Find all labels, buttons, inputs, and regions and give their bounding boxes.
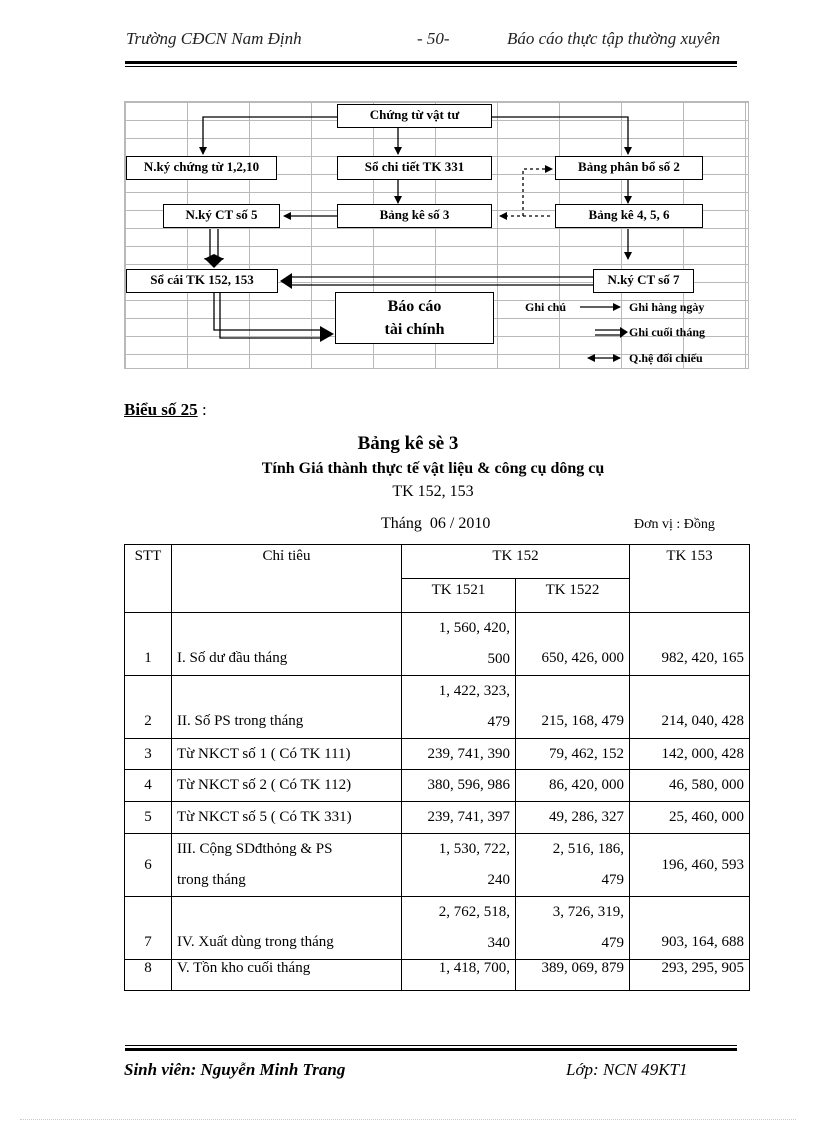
header-school: Trường CĐCN Nam Định — [126, 29, 302, 48]
cell-stt: 3 — [125, 739, 172, 770]
table-row — [125, 676, 750, 707]
box-chung-tu-vat-tu: Chứng từ vật tư — [337, 104, 492, 128]
cell-tk1521-cont: 340 — [402, 928, 516, 960]
cell-tk153: 214, 040, 428 — [630, 676, 750, 739]
cell-criteria-cont: trong tháng — [172, 865, 402, 897]
cell-tk1521: 1, 422, 323, — [402, 676, 516, 707]
col-tk1522: TK 1522 — [516, 579, 630, 613]
table-row — [125, 960, 750, 991]
cell-stt: 4 — [125, 770, 172, 802]
cell-tk153: 903, 164, 688 — [630, 897, 750, 960]
exhibit-heading — [124, 400, 207, 420]
cell-stt: 7 — [125, 897, 172, 960]
box-so-cai: Sổ cái TK 152, 153 — [126, 269, 278, 293]
box-bang-ke3: Bảng kê số 3 — [337, 204, 492, 228]
cell-tk1522: 3, 726, 319, — [516, 897, 630, 928]
col-tk153: TK 153 — [630, 545, 750, 613]
table-row — [125, 739, 750, 770]
cell-tk153: 25, 460, 000 — [630, 802, 750, 834]
cell-criteria: Từ NKCT số 2 ( Có TK 112) — [172, 770, 402, 802]
box-bang-phan-bo: Bảng phân bổ số 2 — [555, 156, 703, 180]
footer-student: Sinh viên: Nguyễn Minh Trang — [124, 1060, 346, 1079]
table-accounts: TK 152, 153 — [392, 483, 474, 500]
cell-stt: 1 — [125, 613, 172, 676]
cell-stt: 2 — [125, 676, 172, 739]
exhibit-suffix: : — [201, 400, 207, 419]
cell-tk1522: 215, 168, 479 — [516, 676, 630, 739]
cell-criteria: IV. Xuất dùng trong tháng — [172, 897, 402, 960]
cell-tk1521: 1, 530, 722, — [402, 834, 516, 865]
col-stt: STT — [125, 545, 172, 613]
cell-tk153: 293, 295, 905 — [630, 960, 750, 991]
header-page-number: - 50- — [417, 29, 450, 48]
footer-class: Lớp: NCN 49KT1 — [566, 1060, 688, 1079]
cell-tk1521: 1, 418, 700, — [402, 960, 516, 991]
exhibit-label: Biểu số 25 — [124, 400, 198, 419]
cell-tk1521: 239, 741, 390 — [402, 739, 516, 770]
cell-criteria: II. Số PS trong tháng — [172, 676, 402, 739]
cell-criteria: V. Tồn kho cuối tháng — [172, 960, 402, 991]
bang-ke-table — [124, 544, 750, 991]
box-nk-ct5: N.ký CT số 5 — [163, 204, 280, 228]
cell-tk153: 196, 460, 593 — [630, 834, 750, 897]
box-nk-ct7: N.ký CT số 7 — [593, 269, 694, 293]
cell-tk1521: 2, 762, 518, — [402, 897, 516, 928]
cell-tk1522: 79, 462, 152 — [516, 739, 630, 770]
table-title: Bảng kê sè 3 — [357, 433, 459, 454]
table-row — [125, 613, 750, 644]
cell-tk1522: 650, 426, 000 — [516, 613, 630, 676]
cell-stt: 5 — [125, 802, 172, 834]
col-criteria: Chỉ tiêu — [172, 545, 402, 613]
table-month: Tháng 06 / 2010 — [381, 515, 491, 532]
cell-stt: 8 — [125, 960, 172, 991]
footer-rule-thin — [125, 1045, 737, 1046]
col-tk152: TK 152 — [402, 545, 630, 579]
box-bao-cao-line2: tài chính — [384, 321, 445, 338]
cell-tk1521: 380, 596, 986 — [402, 770, 516, 802]
cell-tk1522: 86, 420, 000 — [516, 770, 630, 802]
cell-criteria: I. Số dư đầu tháng — [172, 613, 402, 676]
legend-daily: Ghi hàng ngày — [629, 300, 705, 314]
table-row — [125, 897, 750, 928]
footer-rule-thick — [125, 1048, 737, 1051]
cell-criteria: Từ NKCT số 1 ( Có TK 111) — [172, 739, 402, 770]
cell-stt: 6 — [125, 834, 172, 897]
box-bang-ke456: Bảng kê 4, 5, 6 — [555, 204, 703, 228]
header-row-1 — [125, 545, 750, 579]
cell-tk1521-cont: 240 — [402, 865, 516, 897]
table-subtitle: Tính Giá thành thực tế vật liệu & công cụ dông cụ — [261, 460, 605, 477]
page-bottom-edge — [20, 1119, 796, 1120]
legend-title: Ghi chú — [525, 300, 567, 314]
col-tk1521: TK 1521 — [402, 579, 516, 613]
cell-criteria: III. Cộng SDđthỏng & PS — [172, 834, 402, 865]
cell-tk1522-cont: 479 — [516, 865, 630, 897]
table-row — [125, 770, 750, 802]
cell-tk153: 46, 580, 000 — [630, 770, 750, 802]
legend-month-end: Ghi cuối tháng — [629, 325, 706, 339]
box-so-chi-tiet: Sổ chi tiết TK 331 — [337, 156, 492, 180]
cell-tk1521: 239, 741, 397 — [402, 802, 516, 834]
header-report-title: Báo cáo thực tập thường xuyên — [507, 29, 721, 48]
cell-tk1522: 389, 069, 879 — [516, 960, 630, 991]
box-bao-cao-tai-chinh — [335, 292, 494, 344]
cell-tk153: 142, 000, 428 — [630, 739, 750, 770]
cell-criteria: Từ NKCT số 5 ( Có TK 331) — [172, 802, 402, 834]
cell-tk1521-cont: 500 — [402, 644, 516, 676]
table-row — [125, 802, 750, 834]
cell-tk1521: 1, 560, 420, — [402, 613, 516, 644]
cell-tk1522-cont: 479 — [516, 928, 630, 960]
table-row — [125, 834, 750, 865]
box-bao-cao-line1: Báo cáo — [387, 298, 442, 315]
cell-tk1522: 49, 286, 327 — [516, 802, 630, 834]
box-nk-chung-tu: N.ký chứng từ 1,2,10 — [126, 156, 277, 180]
cell-tk1522: 2, 516, 186, — [516, 834, 630, 865]
table-unit: Đơn vị : Đồng — [634, 517, 715, 532]
legend-reconcile: Q.hệ đối chiếu — [629, 351, 703, 365]
cell-tk153: 982, 420, 165 — [630, 613, 750, 676]
cell-tk1521-cont: 479 — [402, 707, 516, 739]
